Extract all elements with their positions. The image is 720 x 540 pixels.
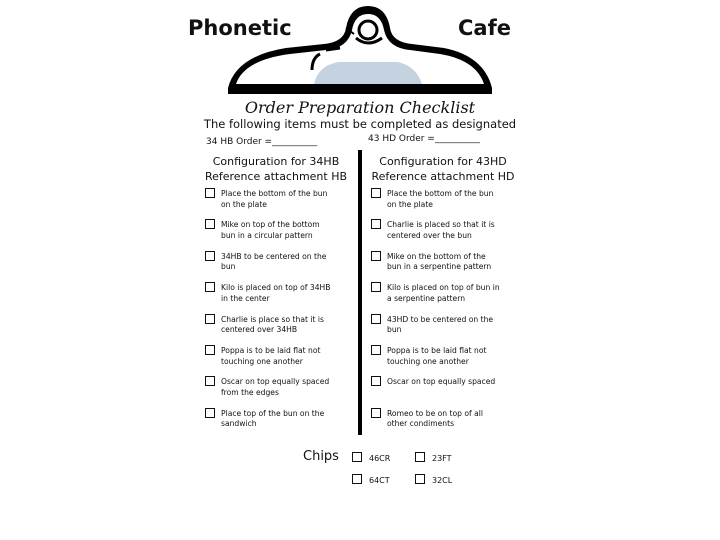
checklist-item-line2: touching one another (387, 356, 469, 366)
checklist-item-line2: other condiments (387, 419, 455, 429)
checklist-item-line2: in the center (221, 293, 270, 303)
checklist-item-text (221, 189, 327, 210)
order-field-hd[interactable]: 43 HD Order =__________ (368, 134, 480, 144)
column-heading-hb (196, 154, 356, 184)
checkbox-icon[interactable] (371, 408, 381, 418)
checklist-item-line1: Mike on top of the bottom (221, 220, 320, 230)
checklist-item-text (221, 315, 324, 336)
checklist-item-text (387, 252, 491, 273)
chip-option-label: 64CT (369, 476, 390, 485)
checklist-item-line1: Oscar on top equally spaced (387, 377, 496, 387)
checklist-item-text (387, 377, 495, 388)
checklist-title: Order Preparation Checklist (244, 98, 476, 117)
checklist-item-line2: bun in a serpentine pattern (387, 262, 492, 272)
checklist-item-line1: 43HD to be centered on the (387, 314, 494, 324)
checklist-item-line1: Oscar on top equally spaced (221, 377, 330, 387)
checklist-item-line1: Mike on the bottom of the (387, 251, 486, 261)
brand-name-left: Phonetic (188, 16, 292, 40)
checklist-item-line2: bun (387, 325, 402, 335)
checkbox-icon[interactable] (371, 314, 381, 324)
checklist-item-line2: bun (221, 262, 236, 272)
checklist-item-line2: touching one another (221, 356, 303, 366)
chips-label: Chips (303, 449, 339, 464)
checkbox-icon[interactable] (371, 345, 381, 355)
checkbox-icon[interactable] (205, 219, 215, 229)
brand-name-right: Cafe (458, 16, 511, 40)
checklist-item-line1: Charlie is place so that it is (221, 314, 324, 324)
checkbox-icon[interactable] (371, 251, 381, 261)
checkbox-icon[interactable] (415, 474, 425, 484)
column-heading-hd (362, 154, 524, 184)
checklist-item-text (387, 346, 486, 367)
order-field-hb[interactable]: 34 HB Order =__________ (206, 137, 318, 147)
checklist-item-line2: on the plate (387, 199, 433, 209)
checkbox-icon[interactable] (205, 251, 215, 261)
checklist-item-line2: centered over 34HB (221, 325, 298, 335)
checklist-item-line1: Kilo is placed on top of bun in (387, 283, 500, 293)
checkbox-icon[interactable] (352, 452, 362, 462)
checkbox-icon[interactable] (205, 314, 215, 324)
checklist-item-line1: Kilo is placed on top of 34HB (221, 283, 331, 293)
checkbox-icon[interactable] (371, 188, 381, 198)
checkbox-icon[interactable] (205, 408, 215, 418)
checklist-item-line1: Charlie is placed so that it is (387, 220, 495, 230)
checkbox-icon[interactable] (205, 345, 215, 355)
checklist-item-line2: a serpentine pattern (387, 293, 466, 303)
checklist-item-line1: Poppa is to be laid flat not (387, 346, 487, 355)
column-heading-hb-line2: Reference attachment HB (204, 170, 348, 183)
checkbox-icon[interactable] (371, 219, 381, 229)
checklist-item-line1: Place the bottom of the bun (221, 189, 328, 198)
checklist-item-line2: sandwich (221, 419, 257, 429)
checkbox-icon[interactable] (415, 452, 425, 462)
checklist-item-line2: on the plate (221, 199, 267, 209)
checklist-item-line1: 34HB to be centered on the (221, 251, 327, 261)
column-heading-hd-line1: Configuration for 43HD (379, 155, 507, 168)
checklist-item-text (221, 220, 320, 241)
checklist-item-line2: centered over the bun (387, 230, 472, 240)
chip-option-label: 23FT (432, 454, 452, 463)
column-heading-hd-line2: Reference attachment HD (371, 170, 515, 183)
checklist-item-text (221, 346, 320, 367)
checklist-item-line1: Place the bottom of the bun (387, 189, 494, 198)
column-heading-hb-line1: Configuration for 34HB (212, 155, 340, 168)
checklist-item-text (387, 220, 495, 241)
clipboard-clip-icon (228, 4, 492, 100)
checklist-item-text (387, 189, 493, 210)
checklist-subtitle: The following items must be completed as designated (203, 117, 517, 131)
checkbox-icon[interactable] (371, 282, 381, 292)
checklist-item-text (221, 409, 324, 430)
checklist-item-text (387, 283, 500, 304)
checkbox-icon[interactable] (371, 376, 381, 386)
checkbox-icon[interactable] (205, 188, 215, 198)
checklist-item-text (221, 283, 330, 304)
checklist-item-line1: Place top of the bun on the (221, 408, 325, 418)
checkbox-icon[interactable] (205, 376, 215, 386)
checkbox-icon[interactable] (205, 282, 215, 292)
checkbox-icon[interactable] (352, 474, 362, 484)
checklist-item-line2: bun in a circular pattern (221, 230, 313, 240)
checklist-item-line1: Romeo to be on top of all (387, 408, 483, 418)
column-divider (358, 150, 362, 435)
checklist-item-text (221, 252, 326, 273)
checklist-item-line1: Poppa is to be laid flat not (221, 346, 321, 355)
chip-option-label: 32CL (432, 476, 453, 485)
checklist-item-line2: from the edges (221, 387, 279, 397)
checklist-item-text (221, 377, 329, 398)
checklist-item-text (387, 315, 493, 336)
chip-option-label: 46CR (369, 454, 391, 463)
checklist-item-text (387, 409, 483, 430)
